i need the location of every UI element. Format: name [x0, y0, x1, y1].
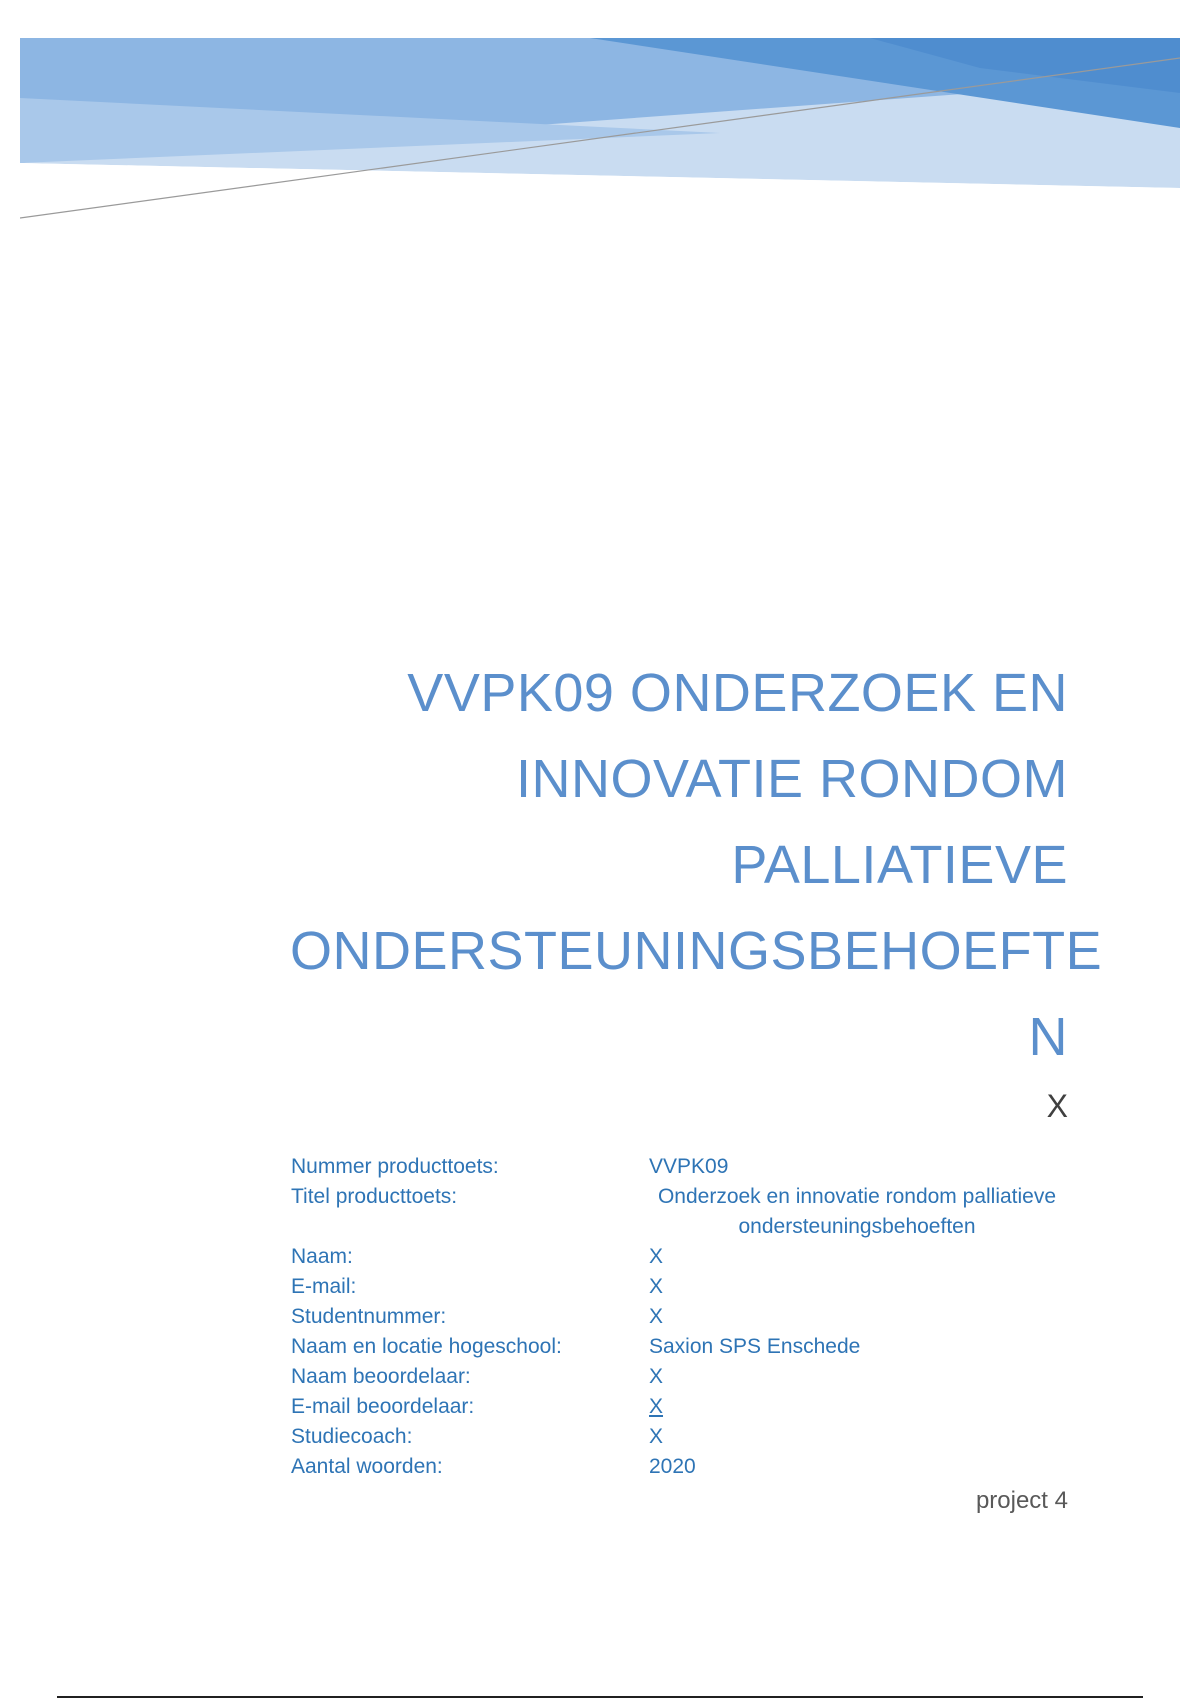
document-subtitle: X — [1046, 1088, 1068, 1124]
info-row — [291, 1422, 1071, 1452]
title-line: N — [1028, 1007, 1068, 1067]
info-label: Naam: — [291, 1245, 353, 1268]
info-row — [291, 1242, 1071, 1272]
info-row — [291, 1302, 1071, 1332]
info-value-link[interactable] — [643, 1392, 1071, 1422]
document-title — [290, 650, 1103, 1080]
info-table — [291, 1152, 1071, 1482]
footer-divider — [57, 1696, 1143, 1698]
info-label: E-mail: — [291, 1275, 357, 1298]
info-label: Studiecoach: — [291, 1425, 413, 1448]
info-label: Naam beoordelaar: — [291, 1365, 471, 1388]
info-label: Aantal woorden: — [291, 1455, 443, 1478]
title-line: ONDERSTEUNINGSBEHOEFTE — [290, 921, 1103, 981]
info-row — [291, 1182, 1071, 1242]
title-line: VVPK09 ONDERZOEK EN — [407, 663, 1068, 723]
info-value: Onderzoek en innovatie rondom palliatieve ondersteuningsbehoeften — [657, 1185, 1057, 1238]
info-label: Nummer producttoets: — [291, 1155, 499, 1178]
info-value: X — [649, 1365, 664, 1388]
info-label: E-mail beoordelaar: — [291, 1395, 475, 1418]
info-row — [291, 1272, 1071, 1302]
info-value: Saxion SPS Enschede — [649, 1335, 861, 1358]
info-value: X — [649, 1425, 664, 1448]
info-value: X — [649, 1275, 664, 1298]
info-value: 2020 — [649, 1455, 696, 1478]
info-label: Titel producttoets: — [291, 1185, 458, 1208]
info-row — [291, 1332, 1071, 1362]
title-line: INNOVATIE RONDOM — [515, 749, 1068, 809]
info-row — [291, 1152, 1071, 1182]
info-label: Studentnummer: — [291, 1305, 447, 1328]
info-row — [291, 1392, 1071, 1422]
email-link[interactable]: X — [649, 1395, 664, 1418]
info-row — [291, 1362, 1071, 1392]
header-banner-graphic — [20, 38, 1180, 223]
info-row — [291, 1452, 1071, 1482]
project-label: project 4 — [975, 1487, 1068, 1514]
info-value: X — [649, 1305, 664, 1328]
title-line: PALLIATIEVE — [731, 835, 1068, 895]
info-value: VVPK09 — [649, 1155, 729, 1178]
info-label: Naam en locatie hogeschool: — [291, 1335, 562, 1358]
info-value: X — [649, 1245, 664, 1268]
